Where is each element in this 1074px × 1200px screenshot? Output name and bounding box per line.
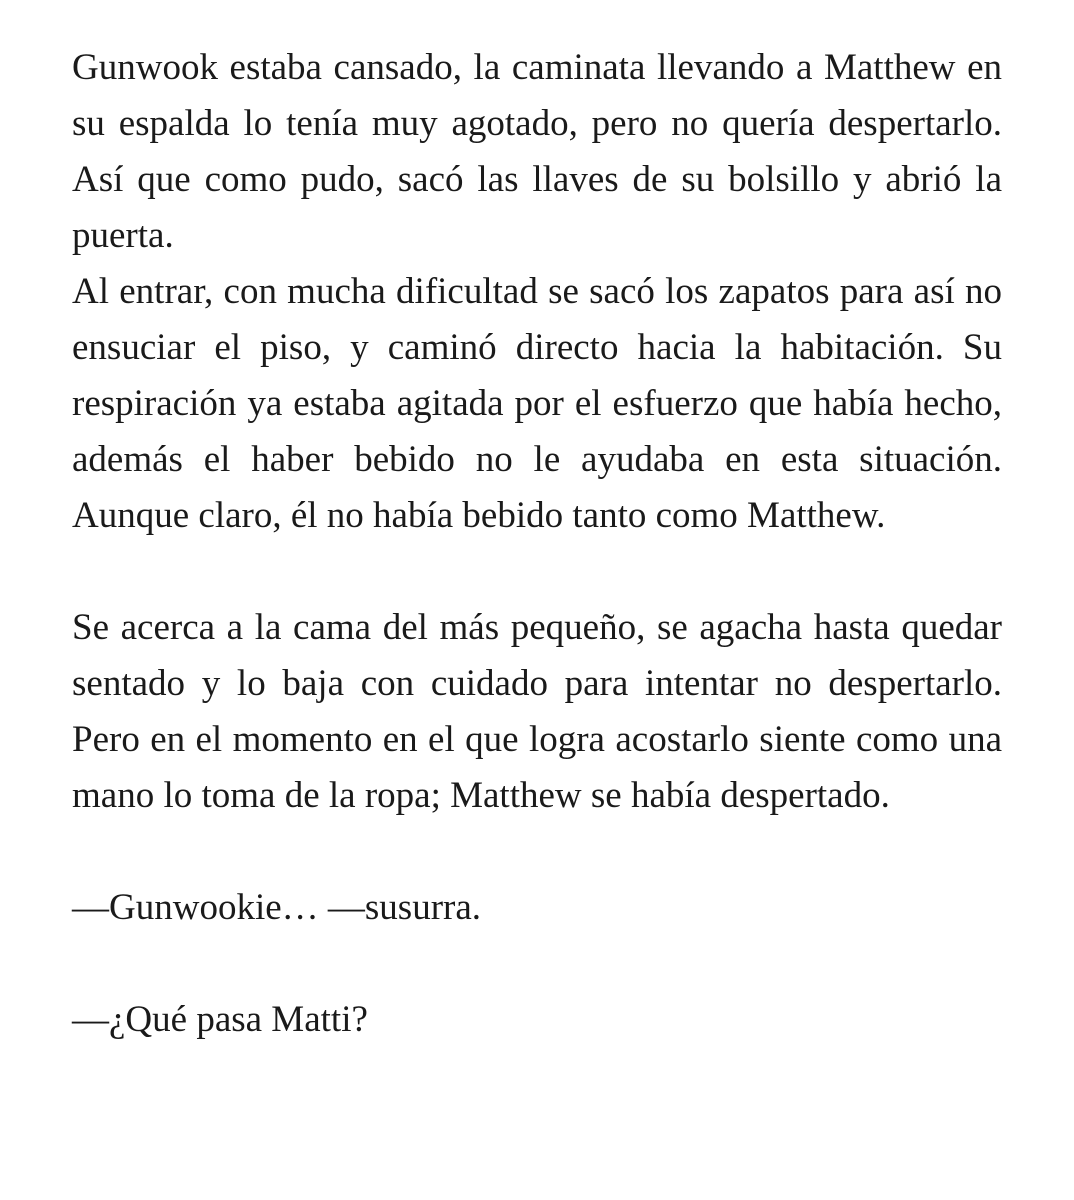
paragraph-2: Al entrar, con mucha dificultad se sacó los zapatos para así no ensuciar el piso, y caminó directo hacia la habitación. Su respiración ya estaba agitada por el esfuerzo que había hecho, además el haber bebido no le ayudaba en esta situación. Aunque claro, él no había bebido tanto como Matthew. <box>72 271 1002 536</box>
paragraph-3: Se acerca a la cama del más pequeño, se agacha hasta quedar sentado y lo baja con cuidado para intentar no despertarlo. Pero en el momento en el que logra acostarlo siente como una mano lo toma de la ropa; Matthew se había despertado. <box>72 607 1002 816</box>
document-page <box>72 40 1002 1048</box>
dialogue-line-1: —Gunwookie… —susurra. <box>72 887 482 928</box>
dialogue-line-2: —¿Qué pasa Matti? <box>72 999 368 1040</box>
paragraph-spacer <box>72 544 1002 600</box>
paragraph-1: Gunwook estaba cansado, la caminata llevando a Matthew en su espalda lo tenía muy agotado, pero no quería despertarlo. Así que como pudo, sacó las llaves de su bolsillo y abrió la puerta. <box>72 47 1002 256</box>
paragraph-spacer <box>72 936 1002 992</box>
paragraph-spacer <box>72 824 1002 880</box>
